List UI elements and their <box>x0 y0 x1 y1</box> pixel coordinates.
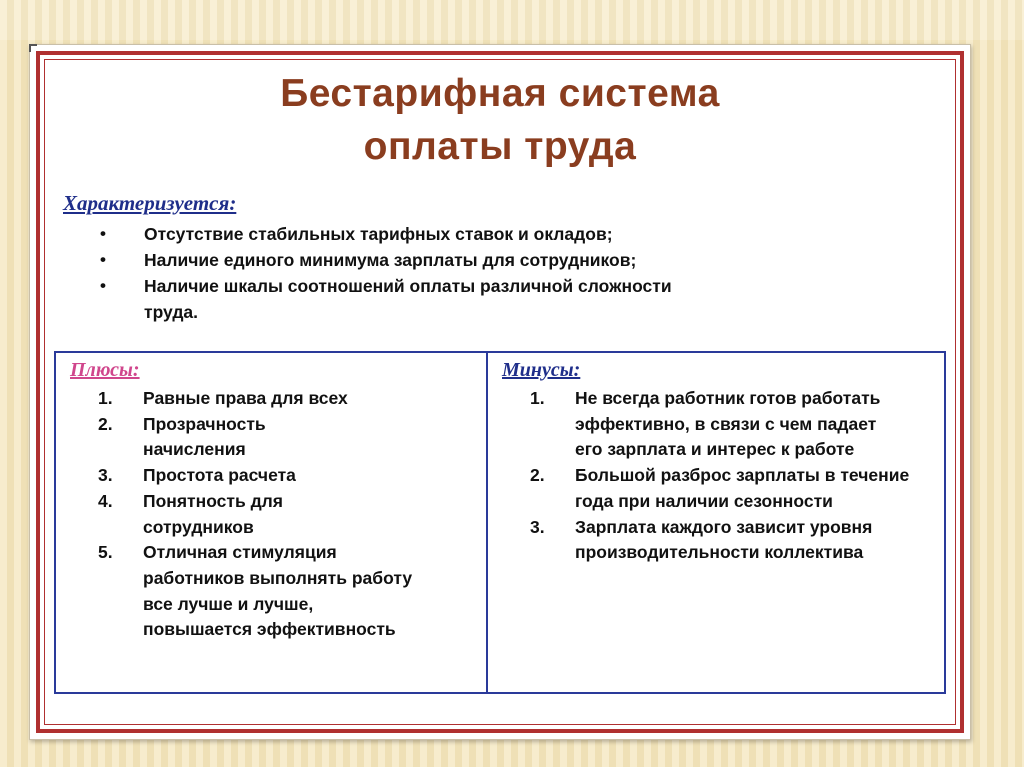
pros-item-text: Равные права для всех <box>143 388 348 408</box>
cons-item-text: Не всегда работник готов работать эффективно, в связи с чем падает его зарплата и интерес к работе <box>575 388 881 460</box>
background-top-band <box>0 0 1024 40</box>
bullet-icon: • <box>100 224 106 243</box>
cons-item <box>530 386 940 463</box>
characteristics-item <box>100 221 880 247</box>
cons-item <box>530 463 940 514</box>
pros-heading: Плюсы: <box>70 359 140 381</box>
pros-item <box>98 412 478 463</box>
corner-mark <box>29 44 37 52</box>
pros-cons-table <box>54 351 946 694</box>
cons-heading: Минусы: <box>502 359 581 381</box>
item-number: 1. <box>530 388 545 408</box>
cons-item <box>530 515 940 566</box>
slide-title <box>30 67 970 173</box>
title-line-1: Бестарифная система <box>280 72 720 115</box>
characteristics-item <box>100 273 880 325</box>
pros-item-text: Простота расчета <box>143 465 296 486</box>
characteristics-heading: Характеризуется: <box>63 191 237 215</box>
item-number: 3. <box>530 516 545 537</box>
pros-item-text: Прозрачность начисления <box>143 413 266 460</box>
characteristics-item-text: Наличие единого минимума зарплаты для сотрудников; <box>144 250 637 270</box>
slide <box>29 44 971 740</box>
item-number: 2. <box>98 413 113 434</box>
item-number: 1. <box>98 388 113 408</box>
characteristics-item <box>100 247 880 273</box>
pros-list <box>98 386 478 643</box>
cons-list <box>530 386 940 566</box>
pros-item <box>98 463 478 489</box>
characteristics-item-text: Отсутствие стабильных тарифных ставок и окладов; <box>144 224 613 244</box>
characteristics-list <box>100 221 880 325</box>
item-number: 2. <box>530 465 545 486</box>
item-number: 4. <box>98 490 113 511</box>
bullet-icon: • <box>100 276 106 295</box>
pros-item <box>98 540 478 643</box>
item-number: 3. <box>98 465 113 486</box>
cons-item-text: Большой разброс зарплаты в течение года при наличии сезонности <box>575 465 910 511</box>
bullet-icon: • <box>100 250 106 269</box>
table-divider <box>486 353 488 692</box>
item-number: 5. <box>98 542 113 563</box>
pros-item <box>98 386 478 412</box>
pros-item <box>98 489 478 540</box>
cons-item-text: Зарплата каждого зависит уровня производительности коллектива <box>575 516 873 563</box>
pros-item-text: Понятность для сотрудников <box>143 490 284 537</box>
title-line-2: оплаты труда <box>363 125 637 168</box>
pros-item-text: Отличная стимуляция работников выполнять работу все лучше и лучше, повышается эффективность <box>143 542 413 640</box>
characteristics-item-text: Наличие шкалы соотношений оплаты различной сложности труда. <box>144 276 672 322</box>
